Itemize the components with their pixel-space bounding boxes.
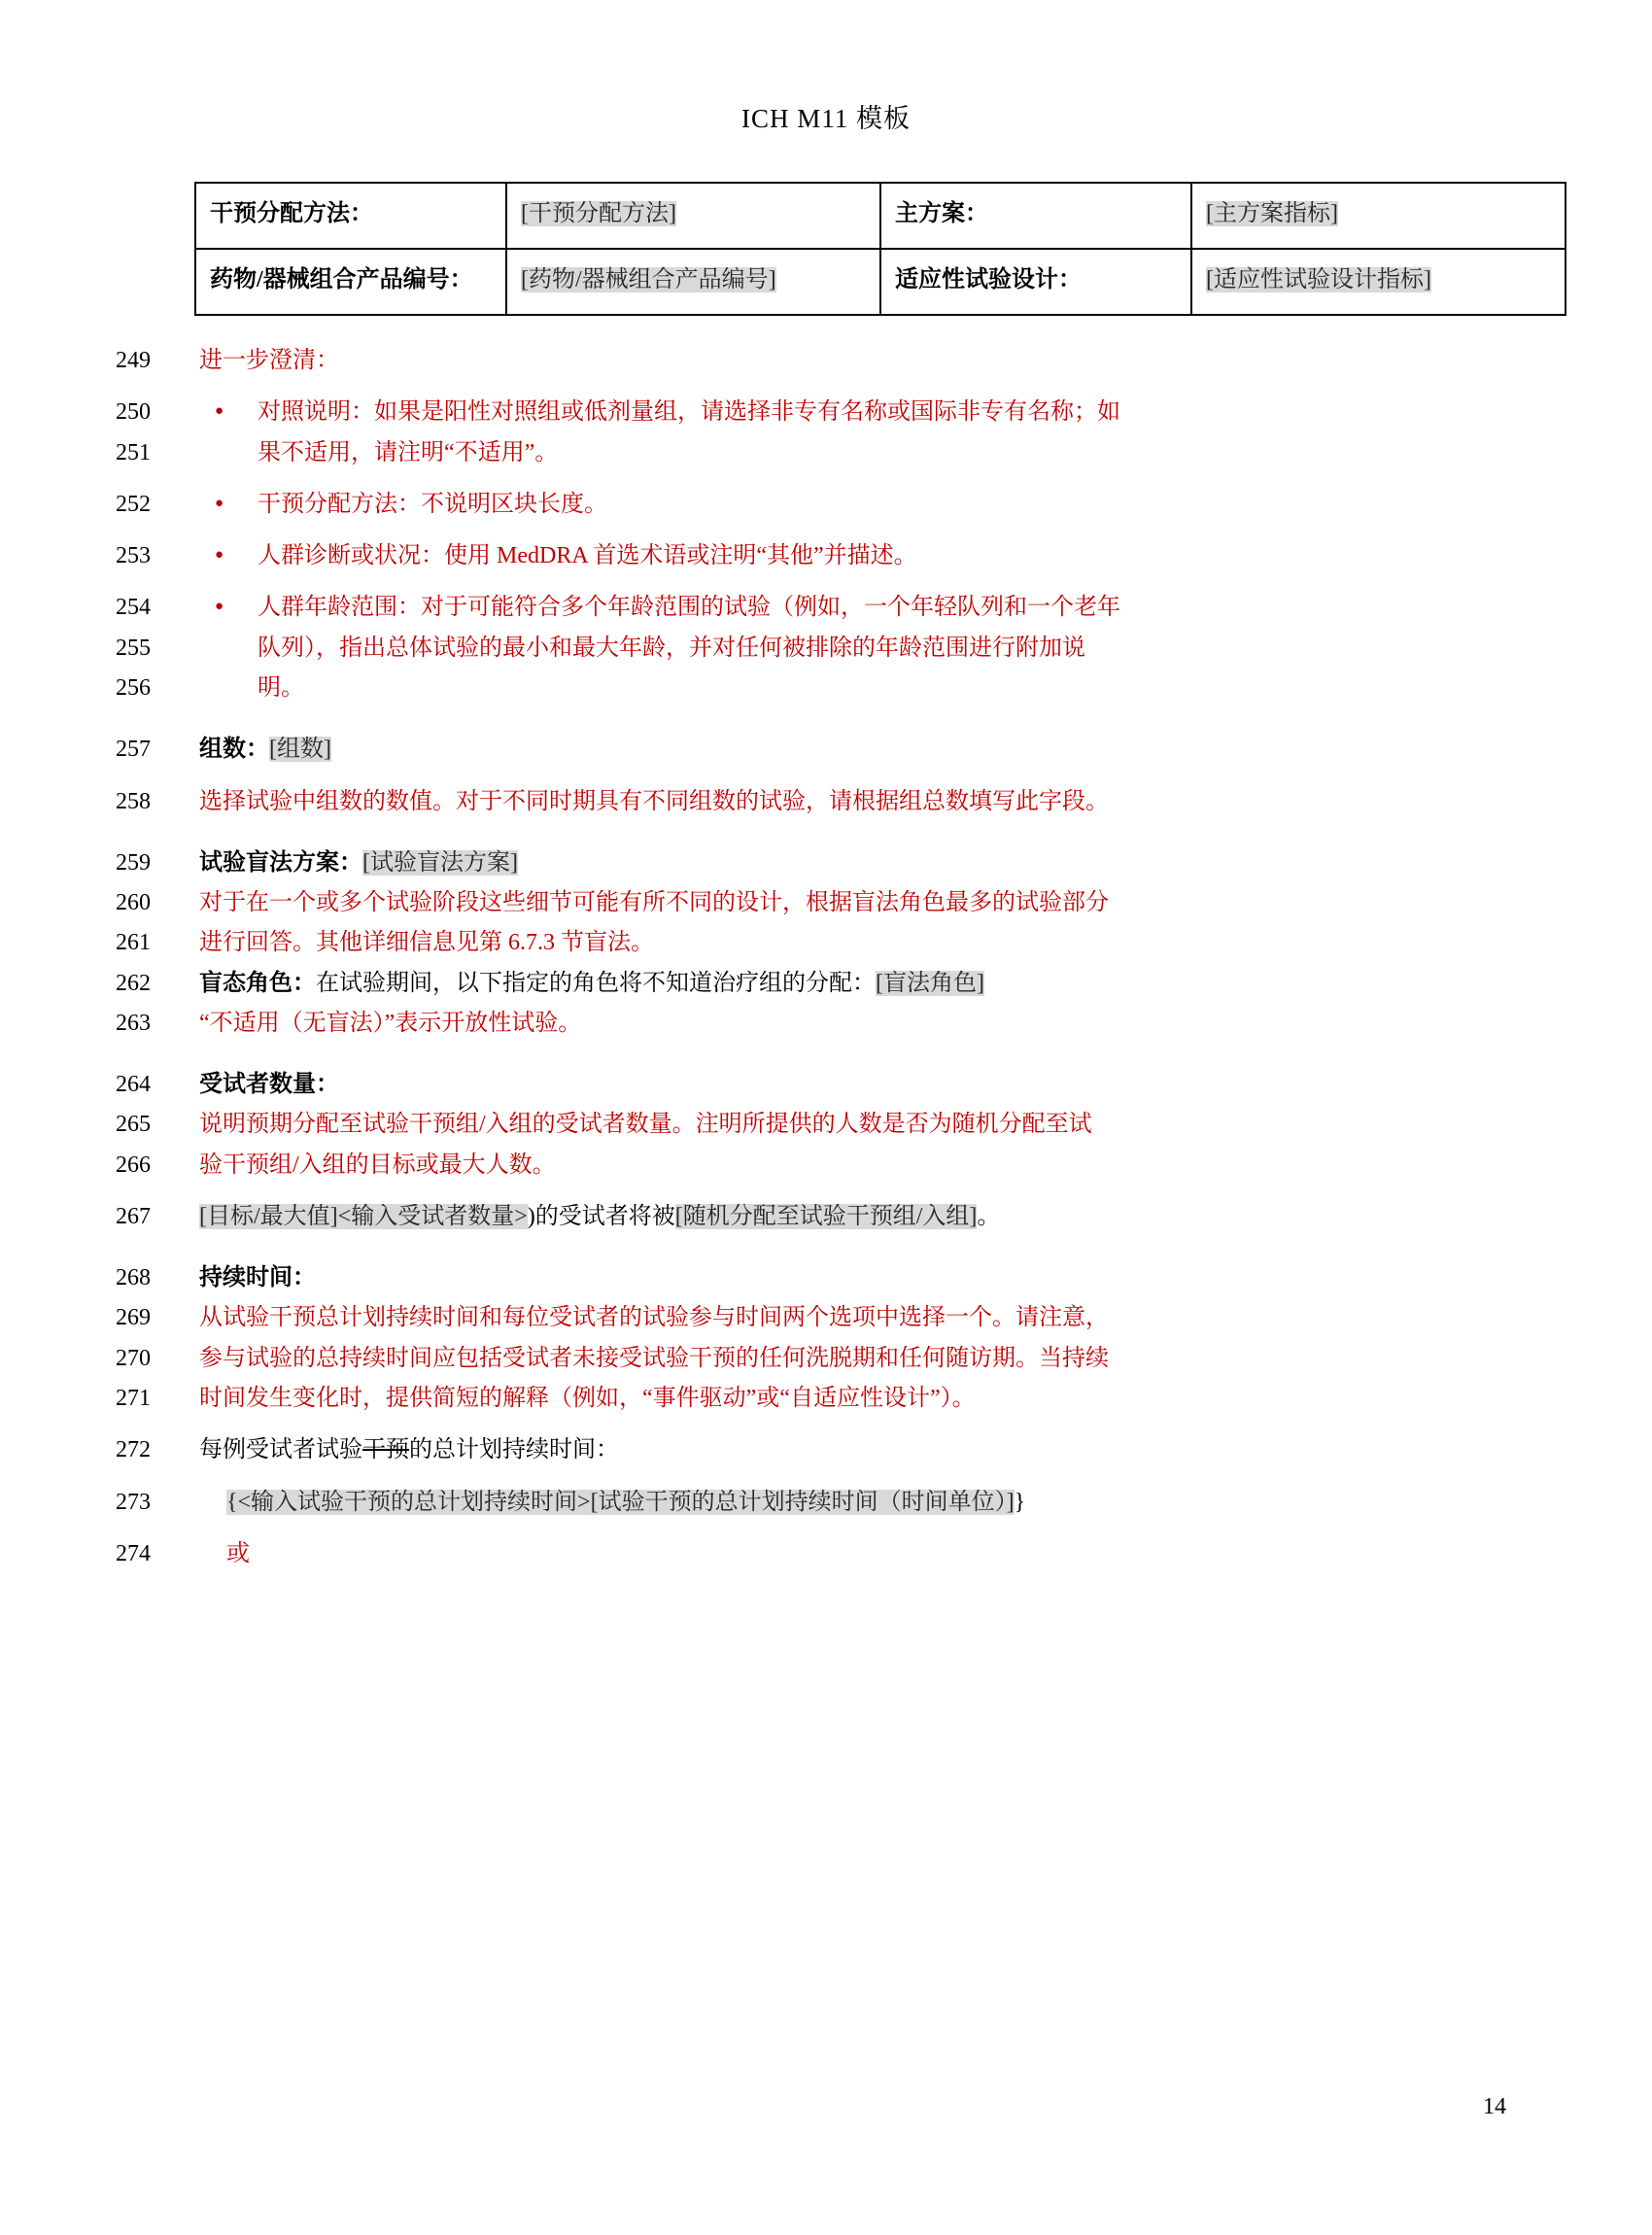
field-line-number-of-arms xyxy=(0,730,1652,770)
text-line xyxy=(0,669,1652,708)
text-line xyxy=(0,1534,1652,1574)
line-number: 274 xyxy=(116,1540,151,1566)
field-label-master-protocol: 主方案： xyxy=(880,183,1191,249)
document-page xyxy=(0,97,1652,2235)
metadata-table-wrapper xyxy=(194,182,1448,316)
line-text: 时间发生变化时，提供简短的解释（例如，“事件驱动”或“自适应性设计”）。 xyxy=(199,1386,976,1411)
line-text: 说明预期分配至试验干预组/入组的受试者数量。注明所提供的人数是否为随机分配至试 xyxy=(199,1112,1092,1138)
field-value-master-protocol: [主方案指标] xyxy=(1191,183,1566,249)
line-number: 268 xyxy=(116,1265,151,1291)
field-line-duration-placeholders xyxy=(0,1483,1652,1523)
bullet-item xyxy=(0,485,1652,525)
field-description: 在试验期间，以下指定的角色将不知道治疗组的分配： xyxy=(316,970,876,996)
field-label: 试验盲法方案： xyxy=(199,849,362,876)
line-text: 明。 xyxy=(258,675,304,702)
text-line xyxy=(0,341,1652,381)
document-body xyxy=(0,341,1652,1574)
field-label: 组数： xyxy=(199,737,269,763)
line-number: 267 xyxy=(116,1203,151,1229)
line-number: 255 xyxy=(116,635,151,661)
line-number: 250 xyxy=(116,399,151,426)
line-text xyxy=(168,1430,1652,1470)
field-line-duration xyxy=(0,1258,1652,1298)
line-text: 队列），指出总体试验的最小和最大年龄，并对任何被排除的年龄范围进行附加说 xyxy=(258,635,1085,661)
line-number: 263 xyxy=(116,1010,151,1036)
text-line xyxy=(0,1379,1652,1419)
field-label-drug-device-combo: 药物/器械组合产品编号： xyxy=(195,249,506,315)
field-label: 盲态角色： xyxy=(199,970,316,996)
line-text xyxy=(168,1483,1652,1523)
page-number: 14 xyxy=(1483,2094,1506,2119)
line-text xyxy=(168,730,1652,770)
line-text: ● 干预分配方法：不说明区块长度。 xyxy=(168,485,1652,525)
line-text: ● 人群诊断或状况：使用 MedDRA 首选术语或注明“其他”并描述。 xyxy=(168,536,1652,576)
text-line xyxy=(0,1339,1652,1379)
text-line-total-planned-duration xyxy=(0,1430,1652,1470)
line-number: 262 xyxy=(116,970,151,996)
text-line xyxy=(0,433,1652,473)
line-number: 254 xyxy=(116,595,151,621)
struck-text: 干预 xyxy=(362,1437,409,1463)
field-line-number-of-subjects xyxy=(0,1065,1652,1105)
field-line-subject-count-sentence xyxy=(0,1197,1652,1237)
line-number: 273 xyxy=(116,1489,151,1515)
field-line-blinding-scheme xyxy=(0,843,1652,883)
field-label: 受试者数量： xyxy=(199,1072,339,1098)
field-placeholder: [试验盲法方案] xyxy=(362,849,518,876)
line-number: 272 xyxy=(116,1437,151,1463)
field-line-blinded-roles xyxy=(0,964,1652,1004)
bullet-item xyxy=(0,393,1652,432)
line-number: 259 xyxy=(116,849,151,876)
line-text xyxy=(168,964,1652,1004)
line-number: 270 xyxy=(116,1345,151,1371)
line-number: 271 xyxy=(116,1386,151,1411)
line-number: 264 xyxy=(116,1072,151,1098)
table-row xyxy=(195,249,1566,315)
field-label-intervention-assignment: 干预分配方法： xyxy=(195,183,506,249)
line-text: 果不适用，请注明“不适用”。 xyxy=(258,439,559,465)
bullet-item xyxy=(0,588,1652,628)
line-text: 验干预组/入组的目标或最大人数。 xyxy=(199,1152,556,1178)
field-value-drug-device-combo: [药物/器械组合产品编号] xyxy=(506,249,880,315)
field-label-adaptive-design: 适应性试验设计： xyxy=(880,249,1191,315)
line-text: 对于在一个或多个试验阶段这些细节可能有所不同的设计，根据盲法角色最多的试验部分 xyxy=(199,890,1109,916)
line-text: 或 xyxy=(226,1540,250,1566)
bullet-item xyxy=(0,536,1652,576)
static-text: 。 xyxy=(977,1203,1001,1229)
static-text: } xyxy=(1014,1489,1026,1515)
line-number: 249 xyxy=(116,348,151,374)
metadata-table xyxy=(194,182,1566,316)
line-text: “不适用（无盲法）”表示开放性试验。 xyxy=(199,1010,582,1036)
line-number: 258 xyxy=(116,788,151,814)
text-line xyxy=(0,923,1652,963)
line-number: 253 xyxy=(116,543,151,569)
table-row xyxy=(195,183,1566,249)
static-text: )的受试者将被 xyxy=(527,1203,675,1229)
line-number: 269 xyxy=(116,1305,151,1331)
field-value-intervention-assignment: [干预分配方法] xyxy=(506,183,880,249)
line-text: 从试验干预总计划持续时间和每位受试者的试验参与时间两个选项中选择一个。请注意， xyxy=(199,1305,1109,1331)
line-number: 257 xyxy=(116,737,151,763)
field-placeholder-subject-count: <输入受试者数量> xyxy=(337,1203,528,1229)
page-title: ICH M11 模板 xyxy=(740,104,911,133)
line-text: ● 人群年龄范围：对于可能符合多个年龄范围的试验（例如，一个年轻队列和一个老年 xyxy=(168,588,1652,628)
line-text xyxy=(168,1197,1652,1237)
text-line xyxy=(0,1146,1652,1186)
text-line xyxy=(0,629,1652,669)
line-text xyxy=(168,843,1652,883)
static-text-post: 的总计划持续时间： xyxy=(409,1437,619,1463)
line-text: 进行回答。其他详细信息见第 6.7.3 节盲法。 xyxy=(199,930,654,956)
line-text: 参与试验的总持续时间应包括受试者未接受试验干预的任何洗脱期和任何随访期。当持续 xyxy=(199,1345,1109,1371)
line-number: 261 xyxy=(116,930,151,956)
field-placeholder-duration-unit: [试验干预的总计划持续时间（时间单位）] xyxy=(590,1489,1015,1515)
line-number: 251 xyxy=(116,439,151,465)
field-label: 持续时间： xyxy=(199,1265,316,1291)
field-placeholder-randomised: [随机分配至试验干预组/入组] xyxy=(674,1203,978,1229)
line-number: 256 xyxy=(116,675,151,702)
field-value-adaptive-design: [适应性试验设计指标] xyxy=(1191,249,1566,315)
text-line xyxy=(0,782,1652,822)
line-text: ● 对照说明：如果是阳性对照组或低剂量组，请选择非专有名称或国际非专有名称；如 xyxy=(168,393,1652,432)
line-number: 266 xyxy=(116,1152,151,1178)
line-number: 252 xyxy=(116,491,151,517)
line-text: 进一步澄清： xyxy=(199,348,339,374)
line-text: 选择试验中组数的数值。对于不同时期具有不同组数的试验，请根据组总数填写此字段。 xyxy=(199,788,1109,814)
text-line xyxy=(0,1298,1652,1338)
field-placeholder-duration-input: {<输入试验干预的总计划持续时间> xyxy=(226,1489,591,1515)
field-placeholder-target-max: [目标/最大值] xyxy=(199,1203,338,1229)
text-line xyxy=(0,1004,1652,1044)
line-number: 265 xyxy=(116,1112,151,1138)
field-placeholder: [盲法角色] xyxy=(876,970,984,996)
line-number: 260 xyxy=(116,890,151,916)
static-text-pre: 每例受试者试验 xyxy=(199,1437,362,1463)
text-line xyxy=(0,1105,1652,1145)
text-line xyxy=(0,883,1652,923)
field-placeholder: [组数] xyxy=(269,737,331,763)
